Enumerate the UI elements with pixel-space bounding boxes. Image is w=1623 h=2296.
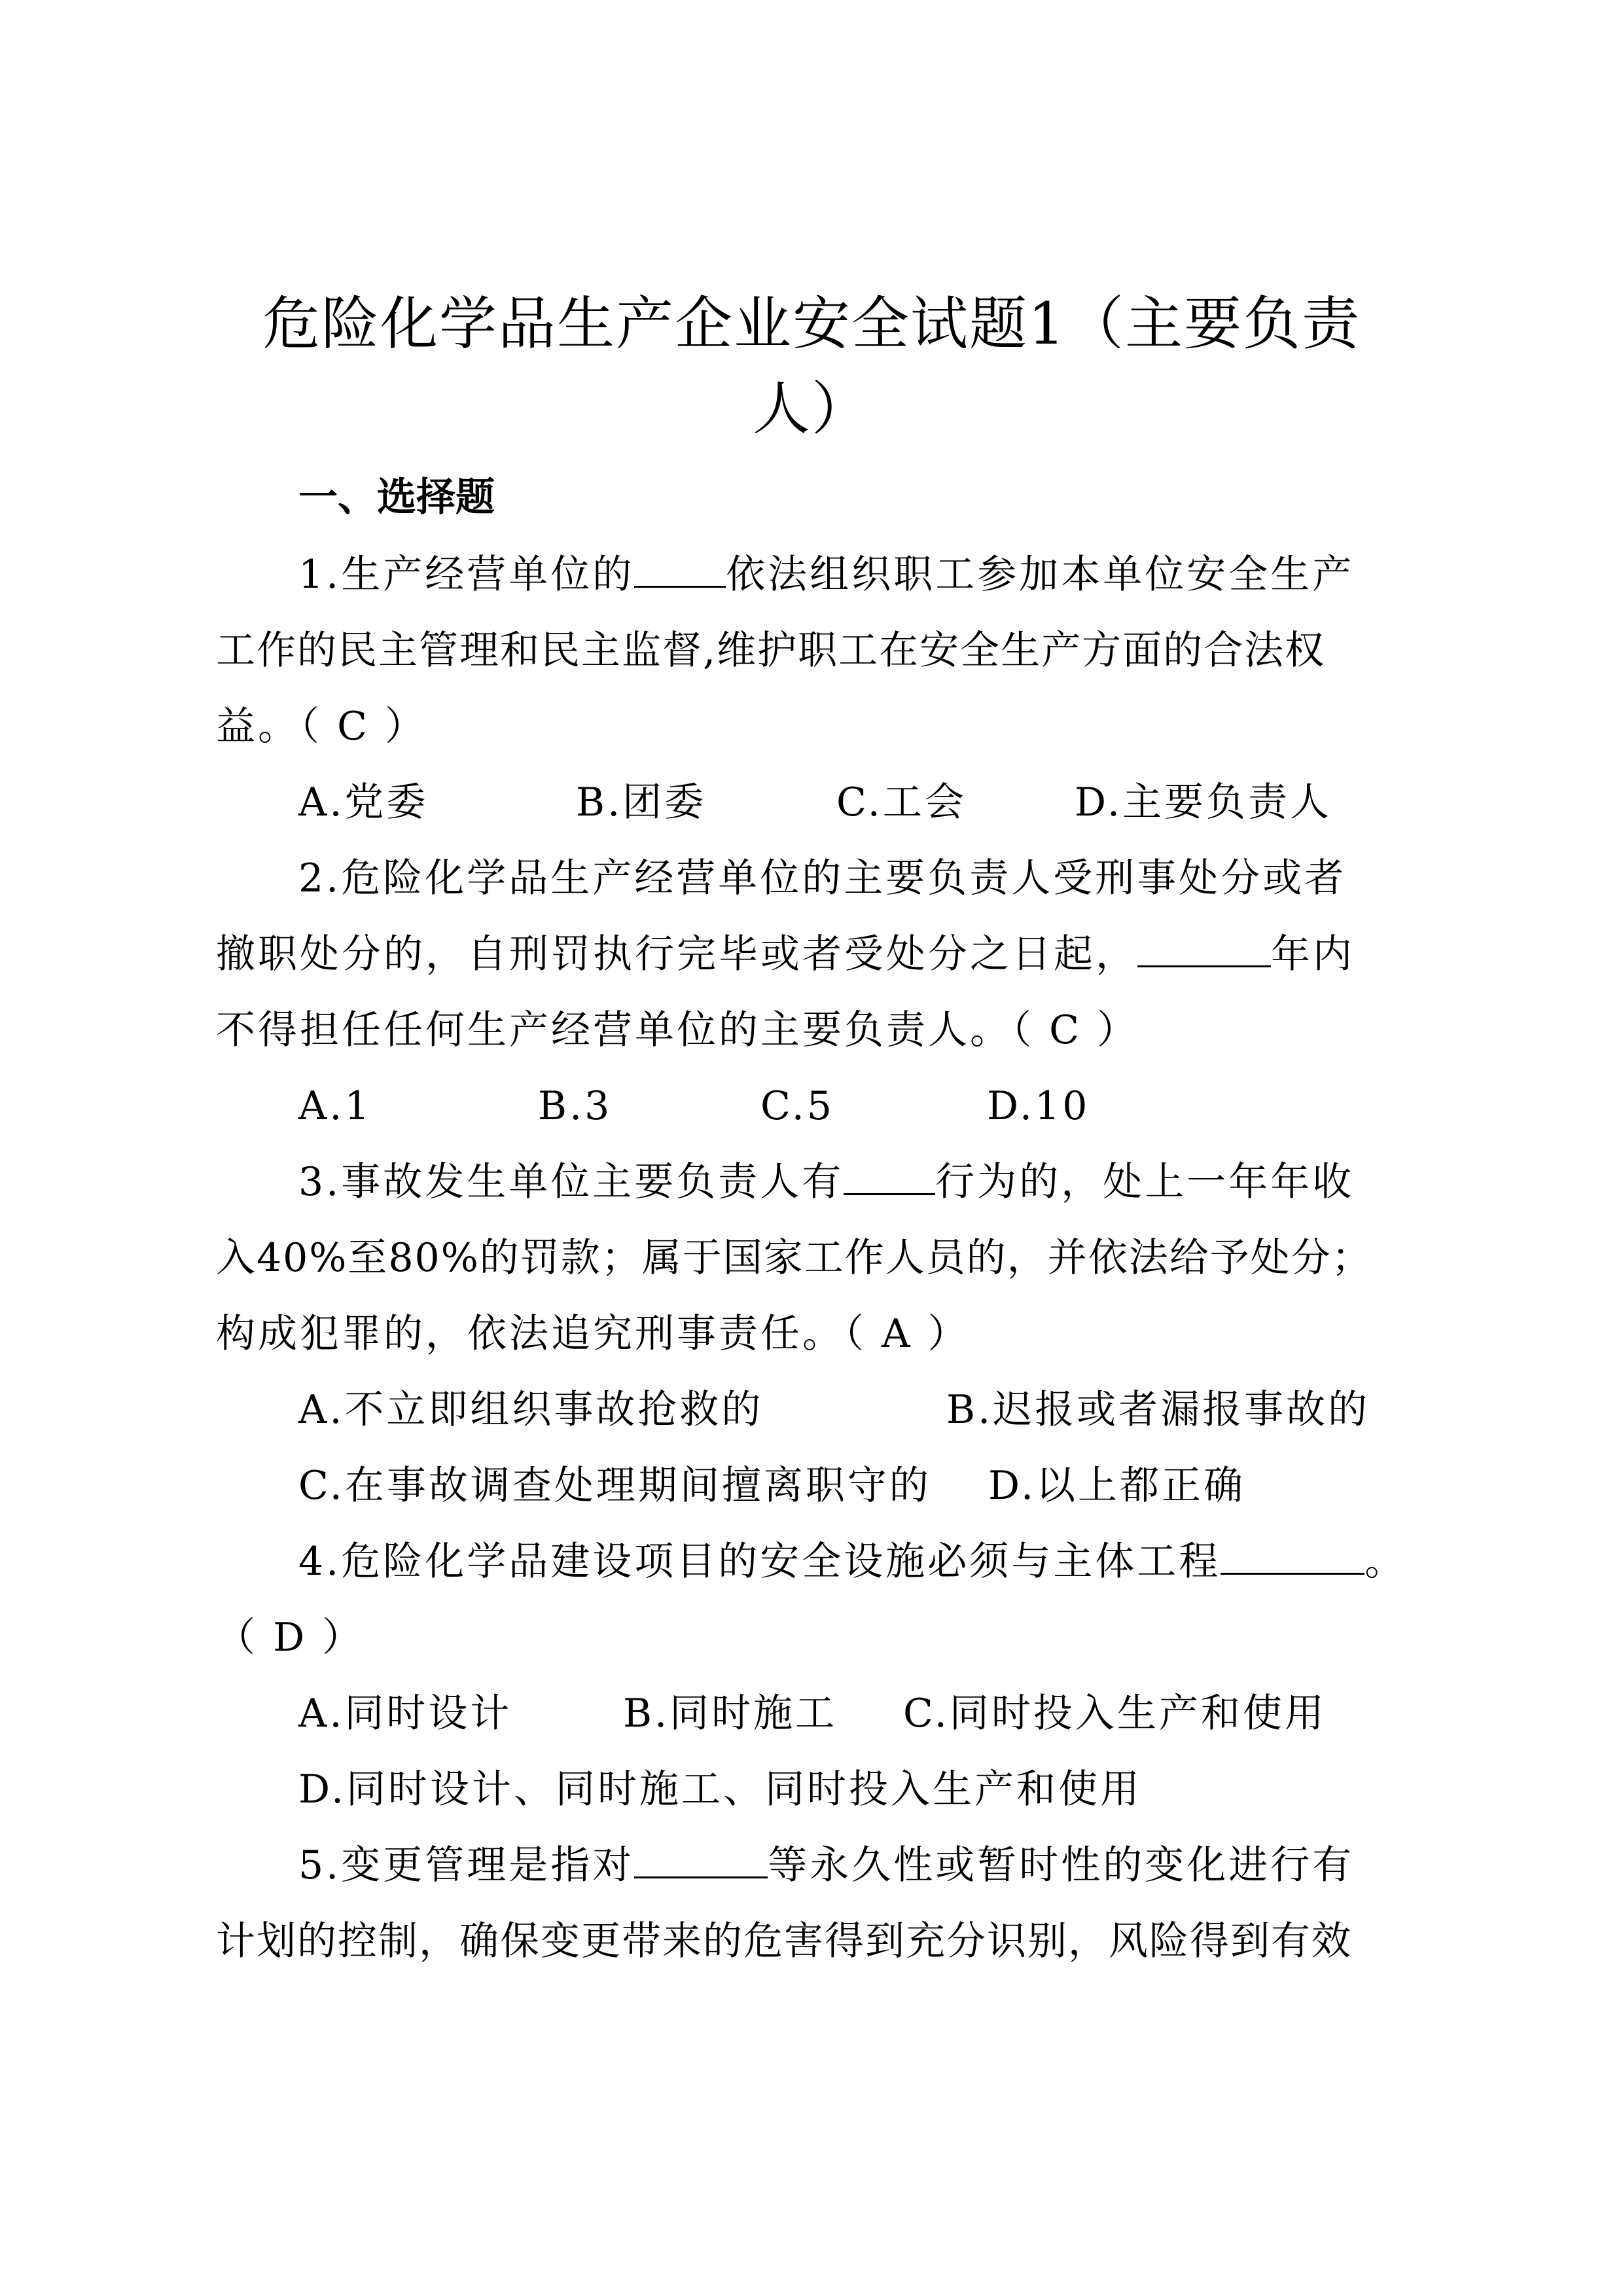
question-4-options-row-2: D.同时设计、同时施工、同时投入生产和使用 — [298, 1767, 1143, 1812]
answer-blank — [844, 1150, 935, 1195]
question-1-line-2: 工作的民主管理和民主监督,维护职工在安全生产方面的合法权 — [216, 628, 1326, 673]
option-b: B.团委 — [576, 780, 707, 825]
question-3-line-1: 3.事故发生单位主要负责人有 行为的，处上一年年收 — [216, 1144, 1407, 1220]
question-1-line-3: 益。（ C ） — [216, 704, 427, 749]
option-a: A.党委 — [298, 780, 429, 825]
answer-blank — [634, 1833, 768, 1878]
section-heading: 一、选择题 — [298, 475, 495, 520]
option-c: C.5 — [760, 1083, 835, 1129]
option-a: A.1 — [298, 1083, 372, 1129]
document-body — [216, 458, 1407, 1979]
option-a: A.同时设计 — [298, 1691, 512, 1736]
option-b: B.迟报或者漏报事故的 — [946, 1387, 1370, 1433]
option-c: C.同时投入生产和使用 — [903, 1691, 1327, 1736]
option-d: D.以上都正确 — [988, 1463, 1246, 1509]
question-5-line-1: 5.变更管理是指对 等永久性或暂时性的变化进行有 — [216, 1827, 1407, 1903]
question-4-options-row-1 — [216, 1676, 1407, 1751]
question-2-line-1: 2.危险化学品生产经营单位的主要负责人受刑事处分或者 — [298, 855, 1347, 901]
question-3-options-row-1 — [216, 1372, 1407, 1448]
question-2-options — [216, 1068, 1407, 1144]
question-2-line-3: 不得担任任何生产经营单位的主要负责人。（ C ） — [216, 1007, 1139, 1053]
question-5-line-2: 计划的控制，确保变更带来的危害得到充分识别，风险得到有效 — [216, 1918, 1352, 1964]
option-b: B.同时施工 — [623, 1691, 838, 1736]
option-c: C.工会 — [836, 780, 967, 825]
option-d: D.10 — [987, 1083, 1090, 1129]
option-d: D.主要负责人 — [1075, 780, 1332, 825]
question-3-options-row-2 — [216, 1448, 1407, 1524]
answer-blank — [1221, 1530, 1364, 1575]
option-b: B.3 — [538, 1083, 613, 1129]
document-title — [216, 281, 1407, 452]
question-2-line-2: 撤职处分的，自刑罚执行完毕或者受处分之日起， 年内 — [216, 916, 1407, 992]
answer-blank — [634, 543, 726, 588]
option-c: C.在事故调查处理期间擅离职守的 — [298, 1463, 931, 1509]
question-4-line-2: （ D ） — [216, 1615, 365, 1660]
question-3-line-2: 入40%至80%的罚款；属于国家工作人员的，并依法给予处分； — [216, 1235, 1372, 1281]
answer-blank — [1137, 922, 1271, 967]
option-a: A.不立即组织事故抢救的 — [298, 1387, 764, 1433]
question-1-options — [216, 764, 1407, 840]
question-1-line-1: 1.生产经营单位的 依法组织职工参加本单位安全生产 — [216, 537, 1407, 613]
question-4-line-1: 4.危险化学品建设项目的安全设施必须与主体工程 。 — [216, 1524, 1407, 1600]
question-3-line-3: 构成犯罪的，依法追究刑事责任。（ A ） — [216, 1311, 970, 1357]
title-line-2: 人） — [752, 375, 870, 442]
title-line-1: 危险化学品生产企业安全试题1（主要负责 — [262, 290, 1361, 357]
